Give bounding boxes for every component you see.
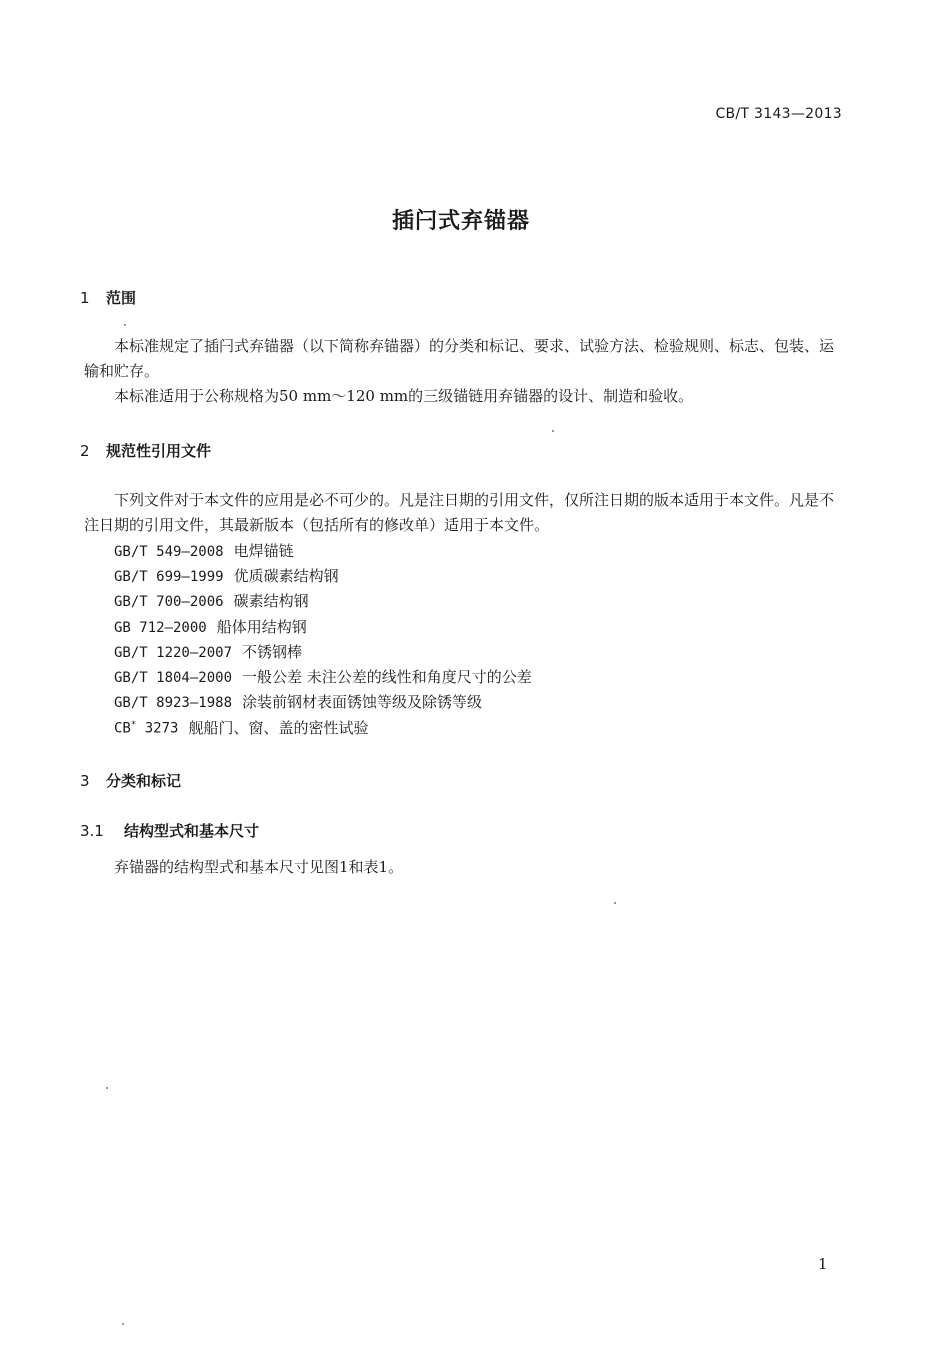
scan-speck: [124, 324, 126, 326]
reference-title: 涂装前钢材表面锈蚀等级及除锈等级: [242, 693, 483, 711]
reference-code: GB/T 8923—1988: [114, 695, 233, 711]
subsection-3-1-heading: [80, 820, 259, 841]
section-1-paragraph-1: 本标准规定了插闩式弃锚器（以下简称弃锚器）的分类和标记、要求、试验方法、检验规则、标志、包装、运输和贮存。: [84, 337, 835, 380]
reference-code: GB/T 1220—2007: [114, 645, 233, 661]
reference-title: 船体用结构钢: [216, 618, 307, 636]
reference-item: [114, 641, 302, 662]
standard-code: CB/T 3143—2013: [715, 106, 842, 122]
reference-code: GB 712—2000: [114, 620, 207, 636]
reference-item: [114, 590, 309, 611]
reference-code-prefix: CB: [114, 721, 131, 737]
section-3-heading: [80, 770, 181, 791]
reference-code: GB/T 699—1999: [114, 569, 224, 585]
section-2-intro: 下列文件对于本文件的应用是必不可少的。凡是注日期的引用文件，仅所注日期的版本适用于本文件。凡是不注日期的引用文件，其最新版本（包括所有的修改单）适用于本文件。: [84, 491, 835, 534]
reference-code-superscript: *: [130, 720, 137, 731]
scan-speck: [614, 902, 616, 904]
section-1-heading: [80, 287, 136, 308]
scan-speck: [106, 1087, 108, 1089]
reference-item: [114, 616, 307, 637]
section-1-title: 范围: [106, 289, 137, 307]
section-1-number: 1: [80, 289, 90, 307]
reference-title: 舰船门、窗、盖的密性试验: [188, 719, 369, 737]
section-3-number: 3: [80, 772, 90, 790]
section-2-title: 规范性引用文件: [106, 442, 212, 460]
reference-item: [114, 691, 482, 712]
reference-code: GB/T 549—2008: [114, 544, 224, 560]
reference-code: [114, 720, 178, 737]
reference-title: 碳素结构钢: [233, 592, 309, 610]
subsection-3-1-title: 结构型式和基本尺寸: [124, 822, 260, 840]
reference-code: GB/T 1804—2000: [114, 670, 233, 686]
scan-speck: [552, 430, 554, 432]
reference-item: [114, 540, 294, 561]
reference-title: 一般公差 未注公差的线性和角度尺寸的公差: [242, 668, 532, 686]
page-number: 1: [818, 1255, 828, 1273]
subsection-3-1-number: 3.1: [80, 822, 104, 840]
scan-speck: [122, 1323, 124, 1325]
document-title: 插闩式弃锚器: [391, 209, 530, 234]
reference-item: [114, 717, 368, 738]
section-1-paragraph-2: 本标准适用于公称规格为50 mm～120 mm的三级锚链用弃锚器的设计、制造和验收。: [114, 387, 694, 405]
reference-title: 优质碳素结构钢: [233, 567, 339, 585]
subsection-3-1-text: 弃锚器的结构型式和基本尺寸见图1和表1。: [114, 858, 404, 876]
reference-code-number: 3273: [136, 721, 179, 737]
reference-item: [114, 666, 532, 687]
section-2-number: 2: [80, 442, 90, 460]
reference-code: GB/T 700—2006: [114, 594, 224, 610]
section-3-title: 分类和标记: [106, 772, 182, 790]
section-2-heading: [80, 440, 211, 461]
reference-title: 电焊锚链: [233, 542, 294, 560]
reference-item: [114, 565, 339, 586]
reference-title: 不锈钢棒: [242, 643, 303, 661]
